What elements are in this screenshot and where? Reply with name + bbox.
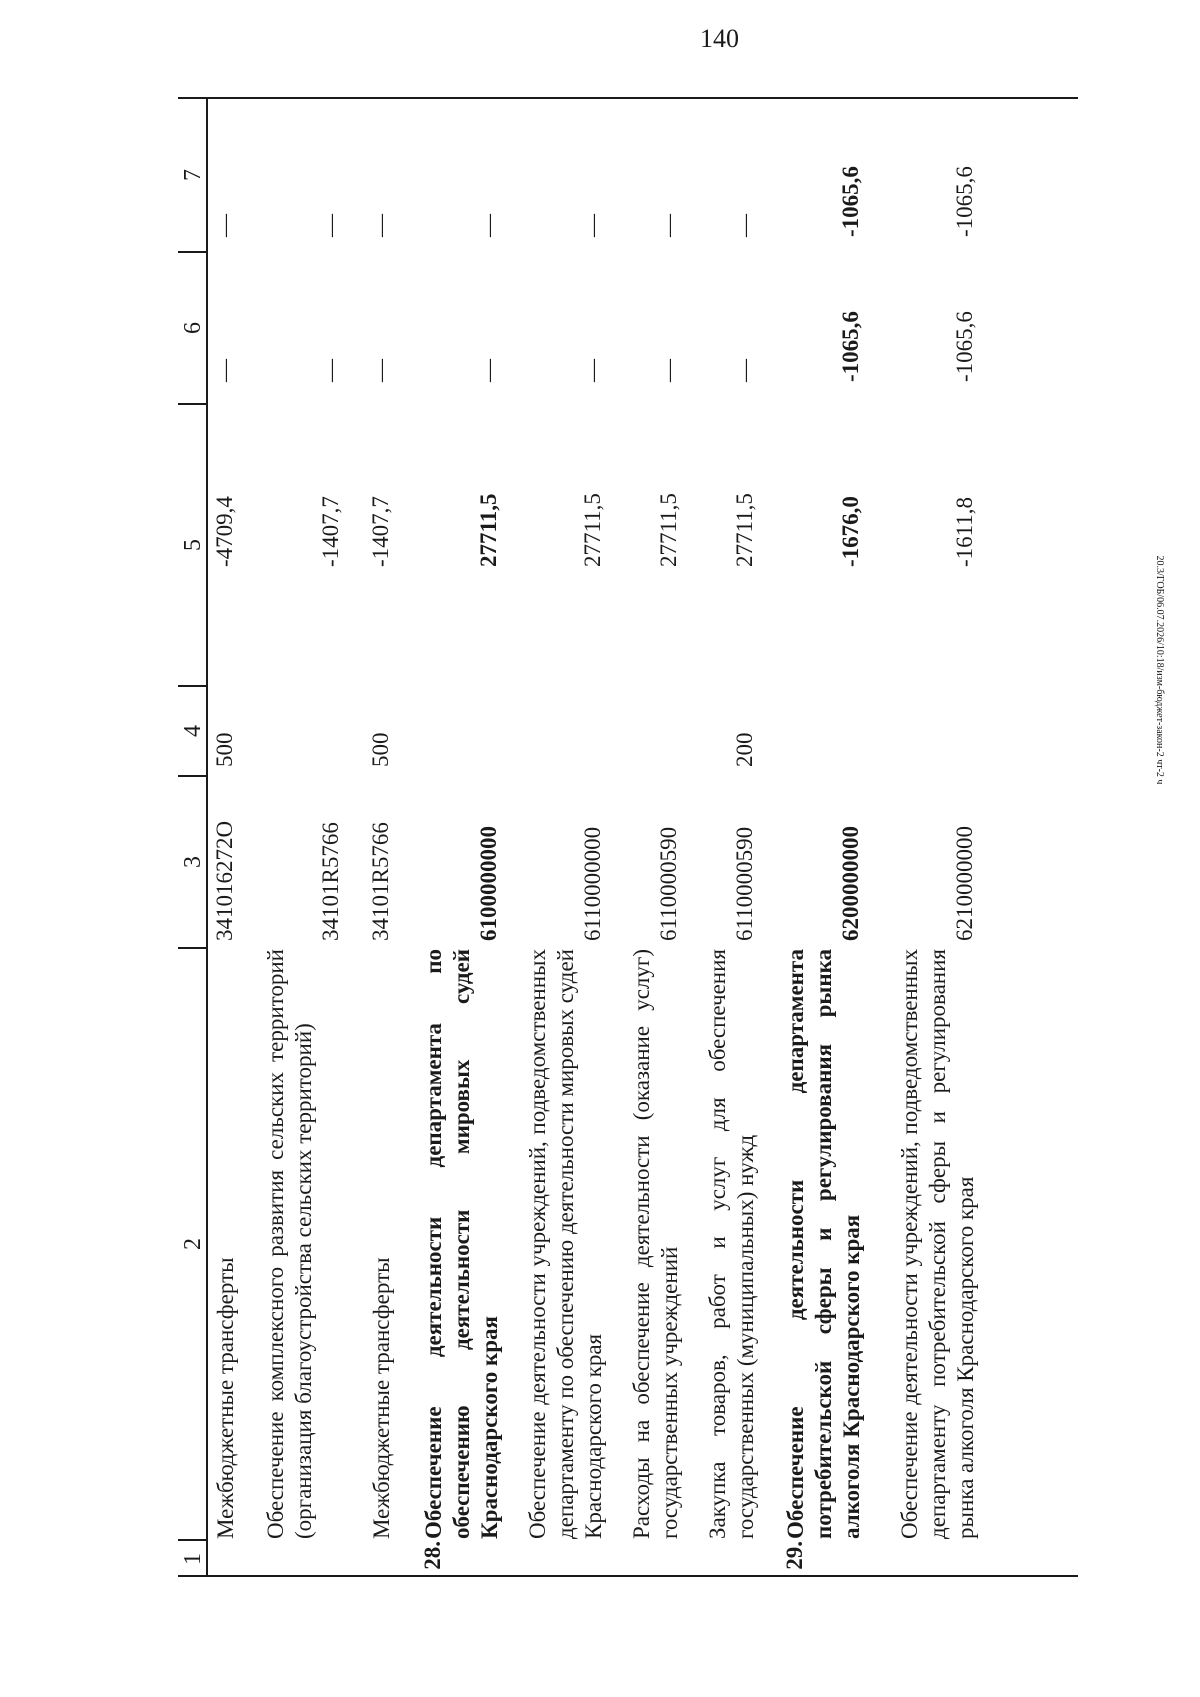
row-amount-col6: — [732, 359, 757, 382]
row-target-code: 6110000590 [732, 826, 757, 941]
row-target-code: 6210000000 [952, 826, 977, 941]
row-amount-col5: -1407,7 [368, 496, 393, 567]
row-name: Межбюджетные трансферты [213, 1257, 238, 1539]
row-amount-col6: — [212, 359, 237, 382]
row-amount-col5: 27711,5 [732, 493, 757, 567]
row-name: Обеспечение деятельности департамента потребительской сферы и регулирования рынка алкоголя Краснодарского края [783, 949, 864, 1539]
row-amount-col6: -1065,6 [952, 311, 977, 382]
row-name: Закупка товаров, работ и услуг для обеспечения государственных (муниципальных) нужд [705, 949, 758, 1539]
row-amount-col5: -1676,0 [838, 496, 863, 567]
row-name: Обеспечение деятельности учреждений, подведомственных департаменту по обеспечению деятельности мировых судей Краснодарского края [525, 949, 606, 1539]
row-amount-col7: — [212, 214, 237, 237]
row-amount-col6: — [476, 359, 501, 382]
row-target-code: 34101R5766 [318, 822, 343, 941]
row-amount-col5: -1611,8 [952, 496, 977, 567]
row-target-code: 6110000590 [656, 826, 681, 941]
header-col-7: 7 [180, 169, 206, 181]
row-amount-col7: — [476, 214, 501, 237]
header-divider [178, 947, 208, 949]
row-amount-col5: -4709,4 [212, 496, 237, 567]
header-divider [178, 403, 208, 405]
header-divider [178, 775, 208, 777]
header-col-4: 4 [180, 725, 206, 737]
row-amount-col5: -1407,7 [318, 496, 343, 567]
row-amount-col5: 27711,5 [476, 493, 501, 567]
row-amount-col5: 27711,5 [580, 493, 605, 567]
row-amount-col7: — [732, 214, 757, 237]
table-left-border [178, 1575, 1078, 1577]
header-col-6: 6 [180, 322, 206, 334]
row-name: Межбюджетные трансферты [369, 1257, 394, 1539]
row-amount-col7: -1065,6 [952, 166, 977, 237]
table-right-border [178, 97, 1078, 99]
header-divider [178, 251, 208, 253]
row-amount-col7: — [580, 214, 605, 237]
row-name: Обеспечение деятельности учреждений, подведомственных департаменту потребительской сферы и регулирования рынка алкоголя Краснодарского края [897, 949, 978, 1539]
row-expense-type: 500 [212, 732, 237, 767]
row-amount-col5: 27711,5 [656, 493, 681, 567]
row-expense-type: 500 [368, 732, 393, 767]
row-amount-col6: — [368, 359, 393, 382]
header-divider [178, 685, 208, 687]
row-target-code: 6110000000 [580, 826, 605, 941]
row-expense-type: 200 [732, 732, 757, 767]
row-target-code: 6100000000 [476, 826, 501, 941]
header-col-1: 1 [180, 1553, 206, 1565]
row-amount-col7: — [318, 214, 343, 237]
footer-code [1153, 110, 1165, 1230]
header-col-2: 2 [180, 1238, 206, 1250]
header-divider [178, 1539, 208, 1541]
row-amount-col6: — [580, 359, 605, 382]
row-amount-col6: — [656, 359, 681, 382]
row-amount-col6: — [318, 359, 343, 382]
row-amount-col7: — [656, 214, 681, 237]
footer-code-text: 20.3/ГОБ/06.07.2026/10:18/изм-бюджет-закон-2 чт-2 ч [1154, 555, 1165, 785]
row-amount-col7: — [368, 214, 393, 237]
row-name: Обеспечение комплексного развития сельских территорий (организация благоустройства сельских территорий) [263, 949, 316, 1539]
table-header [178, 97, 208, 1577]
row-number: 28. [420, 1541, 445, 1570]
header-col-3: 3 [180, 856, 206, 868]
row-name: Расходы на обеспечение деятельности (оказание услуг) государственных учреждений [629, 949, 682, 1539]
row-amount-col6: -1065,6 [838, 311, 863, 382]
header-col-5: 5 [180, 539, 206, 551]
row-target-code: 6200000000 [838, 826, 863, 941]
budget-table [178, 97, 1078, 1577]
row-target-code: 34101R5766 [368, 822, 393, 941]
row-target-code: 341016272О [212, 820, 237, 941]
row-amount-col7: -1065,6 [838, 166, 863, 237]
row-number: 29. [782, 1541, 807, 1570]
row-name: Обеспечение деятельности департамента по обеспечению деятельности мировых судей Краснодарского края [421, 949, 502, 1539]
page-number: 140 [700, 24, 739, 53]
